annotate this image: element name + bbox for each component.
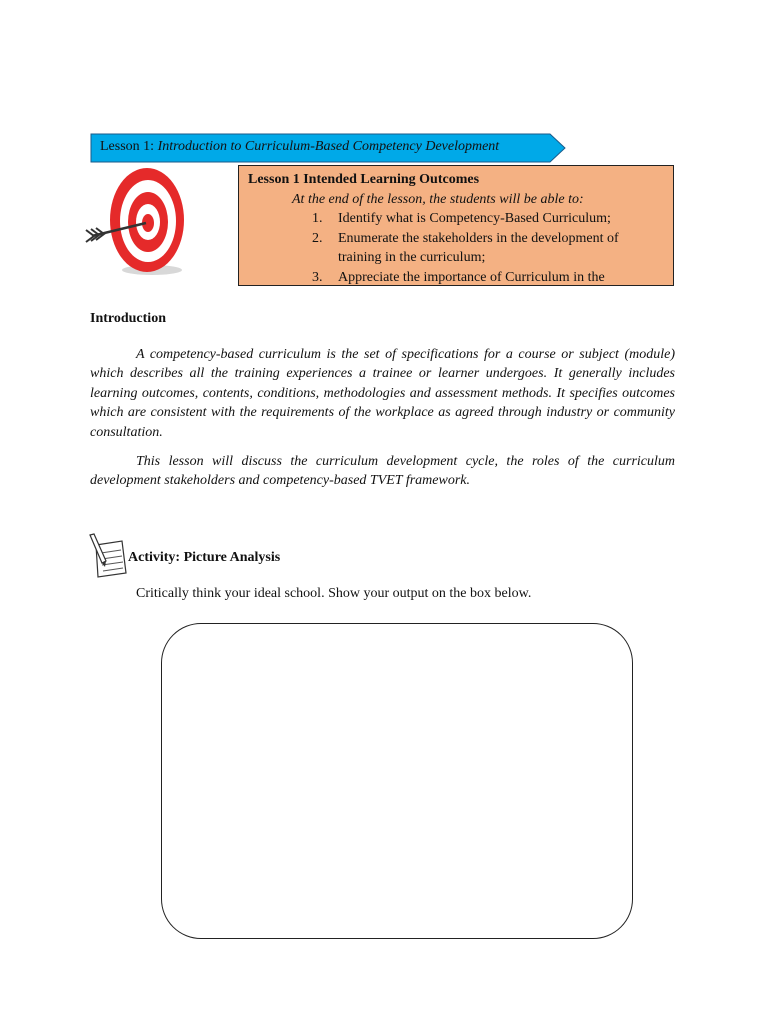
outcome-text: Appreciate the importance of Curriculum in the [338,269,605,285]
outcomes-title: Lesson 1 Intended Learning Outcomes [248,172,480,187]
outcome-number: 1. [312,211,323,226]
activity-title: Activity: Picture Analysis [128,550,281,565]
banner-lesson-title: Introduction to Curriculum-Based Competency Development [157,139,500,154]
learning-outcomes-box [238,165,674,286]
banner-prefix: Lesson 1: [100,139,158,154]
activity-instruction: Critically think your ideal school. Show your output on the box below. [136,586,532,601]
answer-output-box[interactable] [161,623,633,939]
outcome-number: 3. [312,269,323,285]
writing-notepad-icon [86,533,130,579]
outcomes-subtitle: At the end of the lesson, the students will be able to: [292,191,584,207]
outcomes-list [248,209,664,286]
outcome-item [248,209,664,229]
introduction-paragraph: A competency-based curriculum is the set of specifications for a course or subject (module) which describes all the training experiences a trainee or learner undergoes. It generally includes learning outcomes, contents, conditions, methodologies and assessment methods. It specifies outcomes which are consistent with the requirements of the workplace as agreed through industry or community consultation. [90,347,675,440]
outcome-item [248,268,664,287]
outcome-text: Identify what is Competency-Based Curriculum; [338,211,611,226]
banner-title [100,139,499,155]
outcome-text: Enumerate the stakeholders in the development of training in the curriculum; [338,230,619,265]
lesson-banner [90,133,566,163]
outcome-item [248,229,664,268]
introduction-paragraph: This lesson will discuss the curriculum development cycle, the roles of the curriculum development stakeholders and competency-based TVET framework. [90,454,675,489]
outcome-number: 2. [312,230,323,246]
introduction-heading: Introduction [90,311,166,326]
target-icon [82,166,192,278]
